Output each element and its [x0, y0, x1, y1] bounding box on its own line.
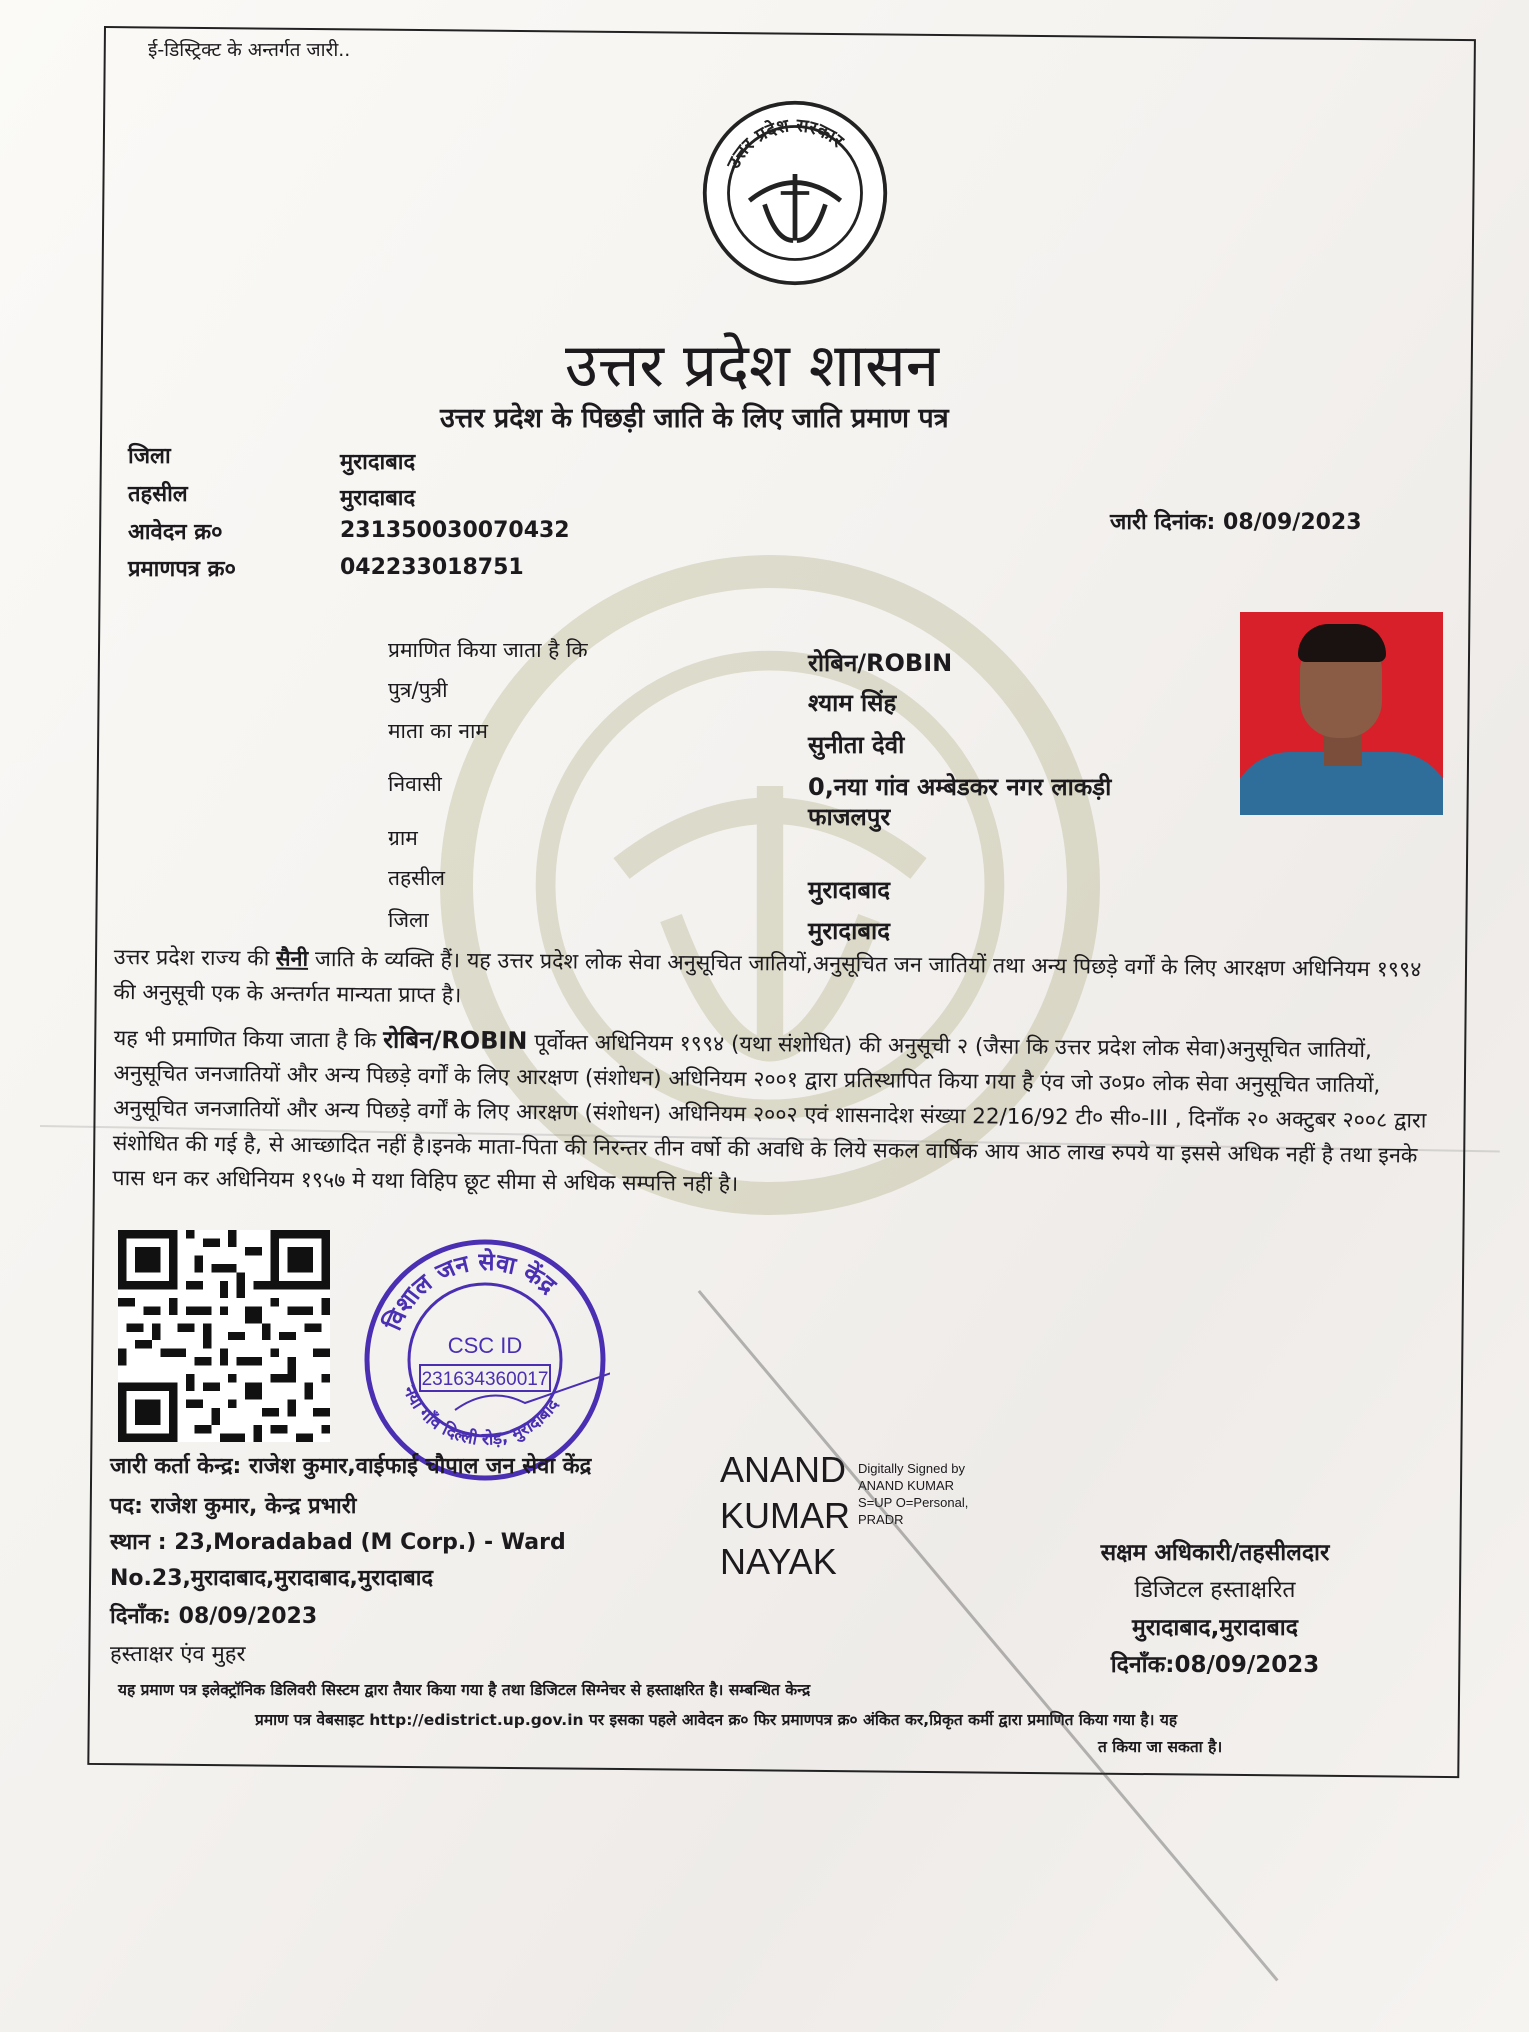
footer-line2: प्रमाण पत्र वेबसाइट http://edistrict.up.gov.in पर इसका पहले आवेदन क्र० फिर प्रमाणपत्र क्र० अंकित कर,प्रिकृत कर्मी द्वारा प्रमाणित किया गया है। यह [255, 1711, 1178, 1729]
digital-signature-note3: S=UP O=Personal, [858, 1495, 969, 1510]
field-value-address: 0,नया गांव अम्बेडकर नगर लाकड़ी [808, 773, 1112, 801]
applicant-photo [1240, 612, 1443, 815]
field-label-tehsil: तहसील [388, 866, 445, 890]
meta-value-certificate: 042233018751 [340, 555, 524, 580]
svg-text:नया गाँव दिल्ली रोड़, मुरादाबा [398, 1382, 564, 1450]
digital-signature-note1: Digitally Signed by [858, 1461, 965, 1476]
meta-label-tehsil: तहसील [128, 482, 188, 507]
field-label-mother: माता का नाम [388, 719, 488, 743]
digital-signature-name-line3: NAYAK [720, 1541, 837, 1582]
authority-digital: डिजिटल हस्ताक्षरित [1134, 1577, 1296, 1603]
field-label-resident: निवासी [388, 772, 442, 796]
paragraph-caste-body: जाति के व्यक्ति हैं। यह उत्तर प्रदेश लोक सेवा अनुसूचित जातियों,अनुसूचित जन जातियों तथा अन्य पिछड़े वर्गों के लिए आरक्षण अधिनियम १९९४ की अनुसूची एक के अन्तर्गत मान्यता प्राप्त है। [113, 946, 1422, 1009]
issuer-signature-label: हस्ताक्षर एंव मुहर [110, 1642, 246, 1667]
footer-line1: यह प्रमाण पत्र इलेक्ट्रॉनिक डिलिवरी सिस्टम द्वारा तैयार किया गया है तथा डिजिटल सिग्नेचर से हस्ताक्षरित है। सम्बन्धित केन्द्र [118, 1681, 811, 1699]
certificate-title: उत्तर प्रदेश के पिछड़ी जाति के लिए जाति प्रमाण पत्र [440, 403, 949, 434]
authority-title: सक्षम अधिकारी/तहसीलदार [1100, 1540, 1330, 1566]
paragraph-cert-body: पूर्वोक्त अधिनियम १९९४ (यथा संशोधित) की अनुसूची २ (जैसा कि उत्तर प्रदेश लोक सेवा)अनुसूचित जातियों, अनुसूचित जनजातियों और अन्य पिछड़े वर्गों के लिए आरक्षण (संशोधन) अधिनियम २००१ द्वारा प्रतिस्थापित किया गया है एंव जो उ०प्र० लोक सेवा अनुसूचित जातियों, अनुसूचित जनजातियों और अन्य पिछड़े वर्गों के लिए आरक्षण (संशोधन) अधिनियम २००२ एवं शासनादेश संख्या 22/16/92 टी० सी०-III , दिनाँक २० अक्टुबर २००८ द्वारा संशोधित की गई है, से आच्छादित नहीं है।इनके माता-पिता की निरन्तर तीन वर्षो की अवधि के लिये सकल वार्षिक आय आठ लाख रुपये या इससे अधिक नहीं है तथा इनके पास धन कर अधिनियम १९५७ मे यथा विहिप छूट सीमा से अधिक सम्पत्ति नहीं है। [112, 1030, 1427, 1197]
digital-signature-name-line1: ANAND [720, 1449, 847, 1490]
digital-signature-name-line2: KUMAR [720, 1495, 851, 1536]
csc-stamp [360, 1235, 610, 1485]
authority-place: मुरादाबाद,मुरादाबाद [1132, 1615, 1298, 1641]
paragraph-caste-lead: उत्तर प्रदेश राज्य की [113, 944, 270, 972]
field-value-father: श्याम सिंह [808, 689, 897, 717]
caste-name: सैनी [275, 946, 309, 972]
emblem-text: उत्तर प्रदेश सरकार [723, 115, 848, 173]
meta-label-certificate: प्रमाणपत्र क्र० [128, 557, 236, 582]
meta-value-application: 231350030070432 [340, 518, 570, 543]
digital-signature-name [720, 1447, 850, 1585]
footer-line3: त किया जा सकता है। [1098, 1738, 1223, 1756]
up-government-emblem-icon [700, 98, 890, 288]
field-label-district: जिला [388, 908, 429, 932]
digital-signature-note2: ANAND KUMAR [858, 1478, 955, 1493]
meta-label-district: जिला [128, 444, 171, 469]
field-value-tehsil: मुरादाबाद [808, 876, 891, 904]
digital-signature-note4: PRADR [858, 1512, 904, 1527]
svg-text:विशाल जन सेवा केंद्र [378, 1248, 562, 1336]
field-value-address-line2: फाजलपुर [808, 803, 891, 831]
issuer-date: दिनाँक: 08/09/2023 [110, 1604, 318, 1629]
field-value-district: मुरादाबाद [808, 917, 891, 945]
issuer-place-line1: स्थान : 23,Moradabad (M Corp.) - Ward [110, 1530, 566, 1555]
issue-date: जारी दिनांक: 08/09/2023 [1110, 510, 1362, 535]
paragraph-cert-name: रोबिन/ROBIN [383, 1025, 528, 1055]
government-title: उत्तर प्रदेश शासन [565, 331, 940, 401]
top-note: ई-डिस्ट्रिक्ट के अन्तर्गत जारी.. [148, 39, 351, 61]
digital-signature-details [858, 1460, 968, 1528]
qr-code [118, 1230, 330, 1442]
stamp-csc-label: CSC ID [447, 1333, 523, 1358]
stamp-ring-text: विशाल जन सेवा केंद्र [378, 1247, 562, 1335]
authority-date: दिनाँक:08/09/2023 [1110, 1652, 1320, 1678]
paragraph-cert-lead: यह भी प्रमाणित किया जाता है कि [113, 1025, 377, 1054]
stamp-csc-id: 231634360017 [421, 1369, 549, 1390]
paragraph-certification [112, 1020, 1434, 1209]
meta-value-district: मुरादाबाद [340, 450, 416, 475]
meta-label-application: आवेदन क्र० [128, 520, 223, 545]
field-value-name: रोबिन/ROBIN [808, 649, 953, 677]
meta-value-tehsil: मुरादाबाद [340, 486, 416, 511]
field-label-village: ग्राम [388, 826, 418, 850]
paragraph-caste [113, 940, 1434, 1023]
field-label-certified: प्रमाणित किया जाता है कि [388, 638, 588, 662]
issuer-place-line2: No.23,मुरादाबाद,मुरादाबाद,मुरादाबाद [110, 1566, 434, 1591]
field-label-son-daughter: पुत्र/पुत्री [388, 678, 448, 702]
issuer-post: पद: राजेश कुमार, केन्द्र प्रभारी [110, 1494, 357, 1519]
stamp-bottom-text: नया गाँव दिल्ली रोड़, मुरादाबाद [398, 1382, 564, 1450]
field-value-mother: सुनीता देवी [808, 731, 905, 759]
issuer-center: जारी कर्ता केन्द्र: राजेश कुमार,वाईफाई चौपाल जन सेवा केंद्र [110, 1454, 592, 1479]
